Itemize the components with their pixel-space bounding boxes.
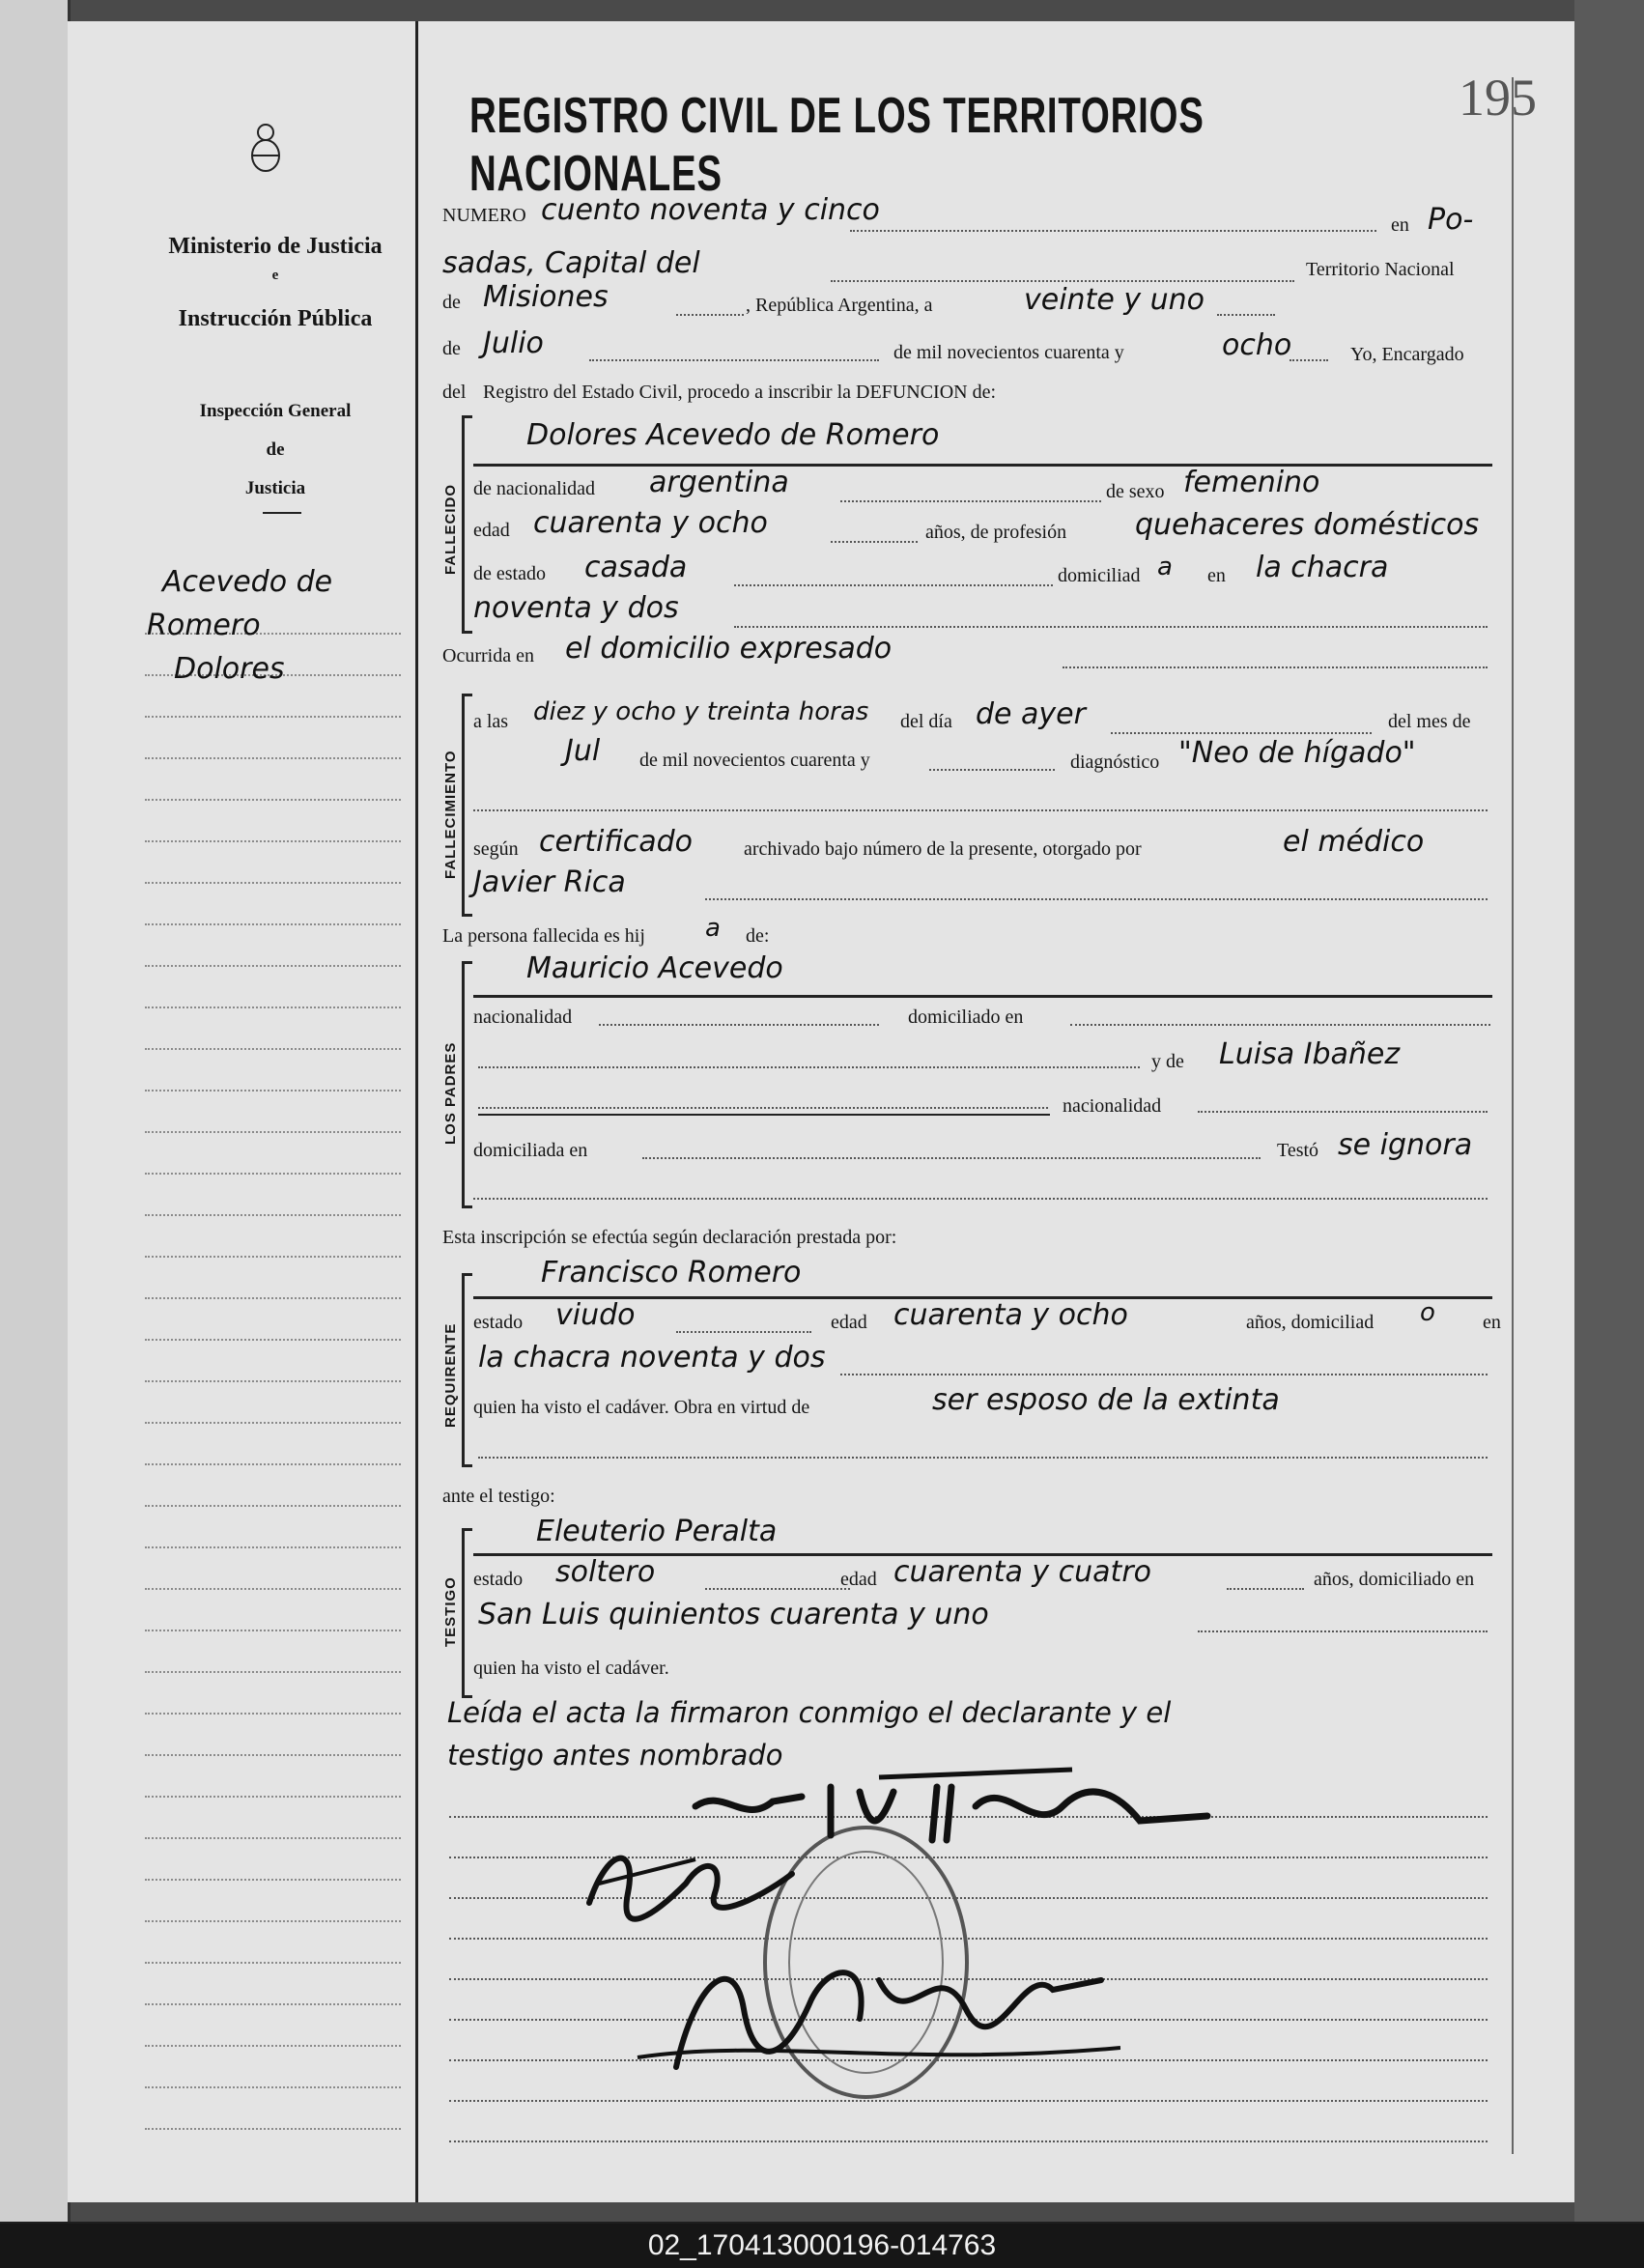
- margin-ruling-line: [145, 1505, 401, 1507]
- label-req-anios: años, domiciliad: [1246, 1312, 1375, 1333]
- closing-line-2: testigo antes nombrado: [447, 1739, 783, 1772]
- label-de-2: de: [442, 338, 461, 359]
- ministry-name-2: e: [271, 268, 279, 283]
- label-de: de: [442, 292, 461, 313]
- label-madre-nacionalidad: nacionalidad: [1063, 1095, 1162, 1117]
- fill-dots: [478, 1457, 1488, 1459]
- label-del: del: [442, 382, 467, 403]
- entry-domicilio-suffix: a: [1157, 553, 1173, 581]
- entry-nacionalidad: argentina: [649, 466, 789, 499]
- section-bracket: [462, 694, 472, 917]
- section-bracket: [462, 961, 472, 1208]
- label-req-estado: estado: [473, 1312, 524, 1333]
- entry-req-edad: cuarenta y ocho: [893, 1298, 1128, 1332]
- fill-dots: [705, 1588, 850, 1590]
- margin-ruling-line: [145, 1339, 401, 1341]
- coat-of-arms-icon: [246, 121, 285, 174]
- label-y-de: y de: [1151, 1051, 1184, 1072]
- label-numero: NUMERO: [442, 205, 526, 226]
- book-binding: [1574, 0, 1644, 2222]
- label-de-mil-2: de mil novecientos cuarenta y: [639, 750, 870, 771]
- inspection-1: Inspección General: [199, 401, 352, 421]
- label-domiciliada: domiciliada en: [473, 1140, 588, 1161]
- entry-sexo: femenino: [1183, 466, 1320, 499]
- entry-estado: casada: [584, 551, 688, 584]
- fill-dots: [840, 500, 1101, 502]
- label-padre-domiciliado: domiciliado en: [908, 1006, 1024, 1028]
- fill-dots: [1290, 359, 1328, 361]
- label-nacionalidad: de nacionalidad: [473, 478, 596, 499]
- label-territorio: Territorio Nacional: [1306, 259, 1455, 280]
- entry-edad: cuarenta y ocho: [533, 506, 768, 540]
- margin-note-line-1: Acevedo de: [162, 565, 333, 599]
- margin-ruling-line: [145, 1048, 401, 1050]
- margin-divider: [415, 21, 418, 2202]
- section-label-testigo: TESTIGO: [442, 1576, 459, 1647]
- margin-note-line-2: Romero: [147, 609, 261, 642]
- fill-dots: [676, 314, 744, 316]
- entry-medico: el médico: [1283, 825, 1425, 859]
- divider-rule: [263, 512, 301, 514]
- entry-profesion: quehaceres domésticos: [1135, 508, 1480, 542]
- label-de-mil: de mil novecientos cuarenta y: [893, 342, 1124, 363]
- fill-dots: [473, 1198, 1488, 1200]
- margin-ruling-line: [145, 1671, 401, 1673]
- entry-dia: de ayer: [976, 697, 1086, 731]
- margin-ruling-line: [145, 2003, 401, 2005]
- fill-dots: [589, 359, 879, 361]
- entry-place-cont: sadas, Capital del: [442, 246, 700, 280]
- label-a-las: a las: [473, 711, 509, 732]
- entry-req-domicilio: la chacra noventa y dos: [478, 1341, 826, 1375]
- fill-dots: [478, 1066, 1140, 1068]
- label-republica: , República Argentina, a: [746, 295, 933, 316]
- blank-dotted-line: [449, 2100, 1488, 2102]
- label-estado: de estado: [473, 563, 546, 584]
- label-sexo: de sexo: [1106, 481, 1165, 502]
- fill-dots: [734, 584, 1053, 586]
- section-label-fallecimiento: FALLECIMIENTO: [442, 750, 459, 879]
- margin-ruling-line: [145, 923, 401, 925]
- label-req-edad: edad: [831, 1312, 867, 1333]
- entry-certificado: certificado: [539, 825, 694, 859]
- margin-ruling-line: [145, 1131, 401, 1133]
- margin-ruling-line: [145, 1630, 401, 1631]
- fill-dots: [831, 541, 918, 543]
- margin-ruling-line: [145, 716, 401, 718]
- entry-req-estado: viudo: [555, 1298, 636, 1332]
- margin-ruling-line: [145, 799, 401, 801]
- label-quien-visto: quien ha visto el cadáver. Obra en virtud de: [473, 1397, 810, 1418]
- label-anios-profesion: años, de profesión: [925, 522, 1067, 543]
- ministry-name-3: Instrucción Pública: [178, 306, 373, 331]
- entry-diagnostico: "Neo de hígado": [1178, 736, 1416, 770]
- entry-domicilio-cont: noventa y dos: [473, 591, 679, 625]
- margin-ruling-line: [145, 1422, 401, 1424]
- margin-ruling-line: [145, 1713, 401, 1715]
- entry-test-domicilio: San Luis quinientos cuarenta y uno: [478, 1598, 989, 1631]
- section-bracket: [462, 415, 472, 634]
- label-padre-nacionalidad: nacionalidad: [473, 1006, 573, 1028]
- label-test-edad: edad: [840, 1569, 877, 1590]
- section-label-fallecido: FALLECIDO: [442, 484, 459, 575]
- margin-ruling-line: [145, 2086, 401, 2088]
- entry-dia-fecha: veinte y uno: [1024, 283, 1205, 317]
- label-segun: según: [473, 838, 519, 860]
- fill-dots: [1217, 314, 1275, 316]
- margin-ruling-line: [145, 1920, 401, 1922]
- label-archivado: archivado bajo número de la presente, otorgado por: [744, 838, 1142, 860]
- entry-domicilio: la chacra: [1256, 551, 1389, 584]
- entry-mes-fecha: Julio: [483, 326, 544, 360]
- entry-test-edad: cuarenta y cuatro: [893, 1555, 1152, 1589]
- label-persona: La persona fallecida es hij: [442, 925, 645, 947]
- label-ante-testigo: ante el testigo:: [442, 1486, 555, 1507]
- label-registro: Registro del Estado Civil, procedo a inscribir la DEFUNCION de:: [483, 382, 997, 403]
- label-diagnostico: diagnóstico: [1070, 751, 1160, 773]
- margin-ruling-line: [145, 1380, 401, 1382]
- previous-page-edge: [0, 0, 71, 2222]
- ministry-name-1: Ministerio de Justicia: [168, 234, 383, 259]
- label-dia: del día: [900, 711, 952, 732]
- margin-ruling-line: [145, 1879, 401, 1881]
- label-en: en: [1391, 214, 1409, 236]
- label-edad: edad: [473, 520, 510, 541]
- margin-ruling-line: [145, 1754, 401, 1756]
- section-bracket: [462, 1273, 472, 1467]
- entry-nombre: Dolores Acevedo de Romero: [526, 418, 940, 452]
- margin-ruling-line: [145, 1588, 401, 1590]
- entry-anio: ocho: [1222, 328, 1292, 362]
- name-rule: [473, 995, 1492, 998]
- margin-ruling-line: [145, 1090, 401, 1091]
- entry-testo: se ignora: [1338, 1128, 1473, 1162]
- margin-ruling-line: [145, 840, 401, 842]
- inspection-2: de: [266, 439, 285, 460]
- section-label-padres: LOS PADRES: [442, 1041, 459, 1145]
- margin-ruling-line: [145, 965, 401, 967]
- label-test-estado: estado: [473, 1569, 524, 1590]
- fill-dots: [831, 280, 1294, 282]
- entry-ocurrida: el domicilio expresado: [565, 632, 893, 666]
- fill-dots: [599, 1024, 879, 1026]
- margin-ruling-line: [145, 757, 401, 759]
- entry-madre: Luisa Ibañez: [1219, 1037, 1401, 1071]
- margin-ruling-line: [145, 1006, 401, 1008]
- entry-hora: diez y ocho y treinta horas: [533, 697, 869, 726]
- margin-ruling-line: [145, 1962, 401, 1964]
- margin-ruling-line: [145, 1214, 401, 1216]
- inspection-3: Justicia: [244, 478, 306, 498]
- margin-ruling-line: [145, 2045, 401, 2047]
- blank-dotted-line: [449, 2140, 1488, 2142]
- entry-mes: Jul: [565, 734, 601, 768]
- fill-dots: [850, 230, 1376, 232]
- label-inscripcion: Esta inscripción se efectúa según declaración prestada por:: [442, 1227, 897, 1248]
- entry-medico-nombre: Javier Rica: [473, 865, 626, 899]
- margin-ruling-line: [145, 1546, 401, 1548]
- label-yo: Yo, Encargado: [1350, 344, 1464, 365]
- label-quien-visto-2: quien ha visto el cadáver.: [473, 1658, 669, 1679]
- label-domiciliad: domiciliad: [1058, 565, 1141, 586]
- margin-ruling-line: [145, 1463, 401, 1465]
- entry-place: Po-: [1428, 203, 1474, 237]
- margin-ruling-line: [145, 1173, 401, 1175]
- entry-req-suffix: o: [1420, 1298, 1435, 1327]
- entry-territorio: Misiones: [483, 280, 609, 314]
- entry-requirente: Francisco Romero: [541, 1256, 802, 1290]
- right-margin-line: [1512, 77, 1514, 2154]
- fill-dots: [705, 898, 1488, 900]
- witness-signature: [570, 1826, 821, 1932]
- margin-ruling-line: [145, 1837, 401, 1839]
- fill-dots: [642, 1157, 1261, 1159]
- name-rule: [473, 464, 1492, 467]
- page-title: REGISTRO CIVIL DE LOS TERRITORIOS NACIONALES: [469, 88, 1205, 202]
- margin-ruling-line: [145, 1297, 401, 1299]
- entry-numero: cuento noventa y cinco: [541, 193, 880, 227]
- folio-number: 195: [1459, 69, 1537, 127]
- registrar-signature: [618, 1922, 1120, 2086]
- margin-ruling-line: [145, 1256, 401, 1258]
- fill-dots: [473, 809, 1488, 811]
- margin-ruling-line: [145, 882, 401, 884]
- fill-dots: [1111, 732, 1372, 734]
- label-ocurrida: Ocurrida en: [442, 645, 534, 666]
- margin-ruling-line: [145, 2128, 401, 2130]
- entry-testigo: Eleuterio Peralta: [536, 1515, 778, 1548]
- label-de-colon: de:: [746, 925, 770, 947]
- entry-req-virtud: ser esposo de la extinta: [932, 1383, 1280, 1417]
- image-id-footer: 02_170413000196-014763: [0, 2224, 1644, 2268]
- fill-dots: [1070, 1024, 1490, 1026]
- fill-dots: [840, 1374, 1488, 1375]
- label-mes: del mes de: [1388, 711, 1471, 732]
- fill-dots: [1227, 1588, 1304, 1590]
- margin-ruling-line: [145, 1796, 401, 1798]
- section-bracket: [462, 1528, 472, 1698]
- label-en-domicilio: en: [1207, 565, 1226, 586]
- section-label-requirente: REQUIRENTE: [442, 1322, 459, 1428]
- fill-dots: [929, 769, 1055, 771]
- fill-dots: [1198, 1111, 1488, 1113]
- closing-line-1: Leída el acta la firmaron conmigo el declarante y el: [447, 1696, 1172, 1729]
- fill-dots: [1198, 1630, 1488, 1632]
- name-rule: [478, 1114, 1050, 1116]
- entry-hijo-suffix: a: [705, 914, 721, 943]
- fill-dots: [676, 1331, 811, 1333]
- entry-padre: Mauricio Acevedo: [526, 951, 783, 985]
- label-testo: Testó: [1277, 1140, 1319, 1161]
- margin-note-line-3: Dolores: [174, 652, 285, 686]
- fill-dots: [478, 1107, 1048, 1109]
- label-test-anios: años, domiciliado en: [1314, 1569, 1475, 1590]
- label-req-en: en: [1483, 1312, 1501, 1333]
- entry-test-estado: soltero: [555, 1555, 656, 1589]
- fill-dots: [1063, 666, 1488, 668]
- fill-dots: [734, 626, 1488, 628]
